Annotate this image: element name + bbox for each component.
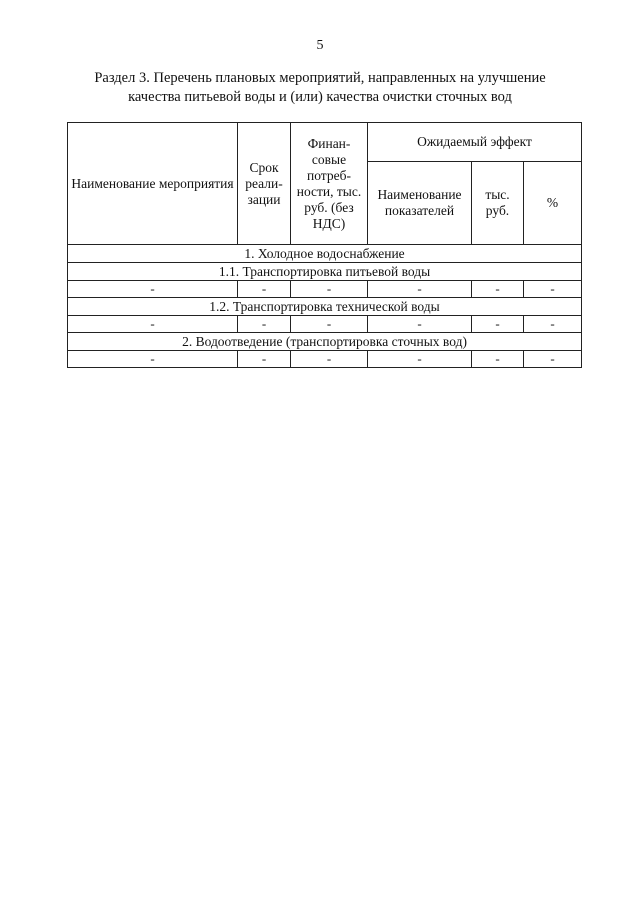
measures-table: [67, 122, 582, 368]
table-cell: -: [238, 316, 291, 333]
section-row: [68, 263, 582, 281]
section-title-line-2: качества питьевой воды и (или) качества очистки сточных вод: [128, 89, 512, 105]
section-title: [60, 69, 580, 107]
section-heading: 1.2. Транспортировка технической воды: [68, 298, 582, 316]
header-finance: Финан-совые потреб-ности, тыс. руб. (без НДС): [291, 123, 368, 245]
table-cell: -: [524, 281, 582, 298]
table-cell: -: [472, 316, 524, 333]
section-heading: 1.1. Транспортировка питьевой воды: [68, 263, 582, 281]
table-cell: -: [472, 351, 524, 368]
table-cell: -: [291, 281, 368, 298]
section-title-line-1: Раздел 3. Перечень плановых мероприятий, направленных на улучшение: [94, 70, 546, 86]
header-measure-name: Наименование мероприятия: [68, 123, 238, 245]
table-cell: -: [368, 316, 472, 333]
section-row: [68, 298, 582, 316]
header-term: Срок реали-зации: [238, 123, 291, 245]
table-cell: -: [238, 351, 291, 368]
header-indicator-name: Наименование показателей: [368, 162, 472, 245]
section-row: [68, 245, 582, 263]
section-row: [68, 333, 582, 351]
page-number: 5: [316, 38, 324, 53]
table-cell: -: [368, 351, 472, 368]
table-cell: -: [291, 351, 368, 368]
table-cell: -: [68, 351, 238, 368]
table-row: [68, 351, 582, 368]
table-cell: -: [238, 281, 291, 298]
header-expected-effect: Ожидаемый эффект: [368, 123, 582, 162]
section-heading: 1. Холодное водоснабжение: [68, 245, 582, 263]
table-row: [68, 316, 582, 333]
table-body: [68, 245, 582, 368]
table-cell: -: [524, 316, 582, 333]
section-heading: 2. Водоотведение (транспортировка сточных вод): [68, 333, 582, 351]
table-cell: -: [291, 316, 368, 333]
table-header: [68, 123, 582, 245]
table-cell: -: [68, 316, 238, 333]
table-cell: -: [472, 281, 524, 298]
table-cell: -: [368, 281, 472, 298]
header-thousand-rub: тыс. руб.: [472, 162, 524, 245]
table-row: [68, 281, 582, 298]
table-cell: -: [68, 281, 238, 298]
table-cell: -: [524, 351, 582, 368]
header-percent: %: [524, 162, 582, 245]
